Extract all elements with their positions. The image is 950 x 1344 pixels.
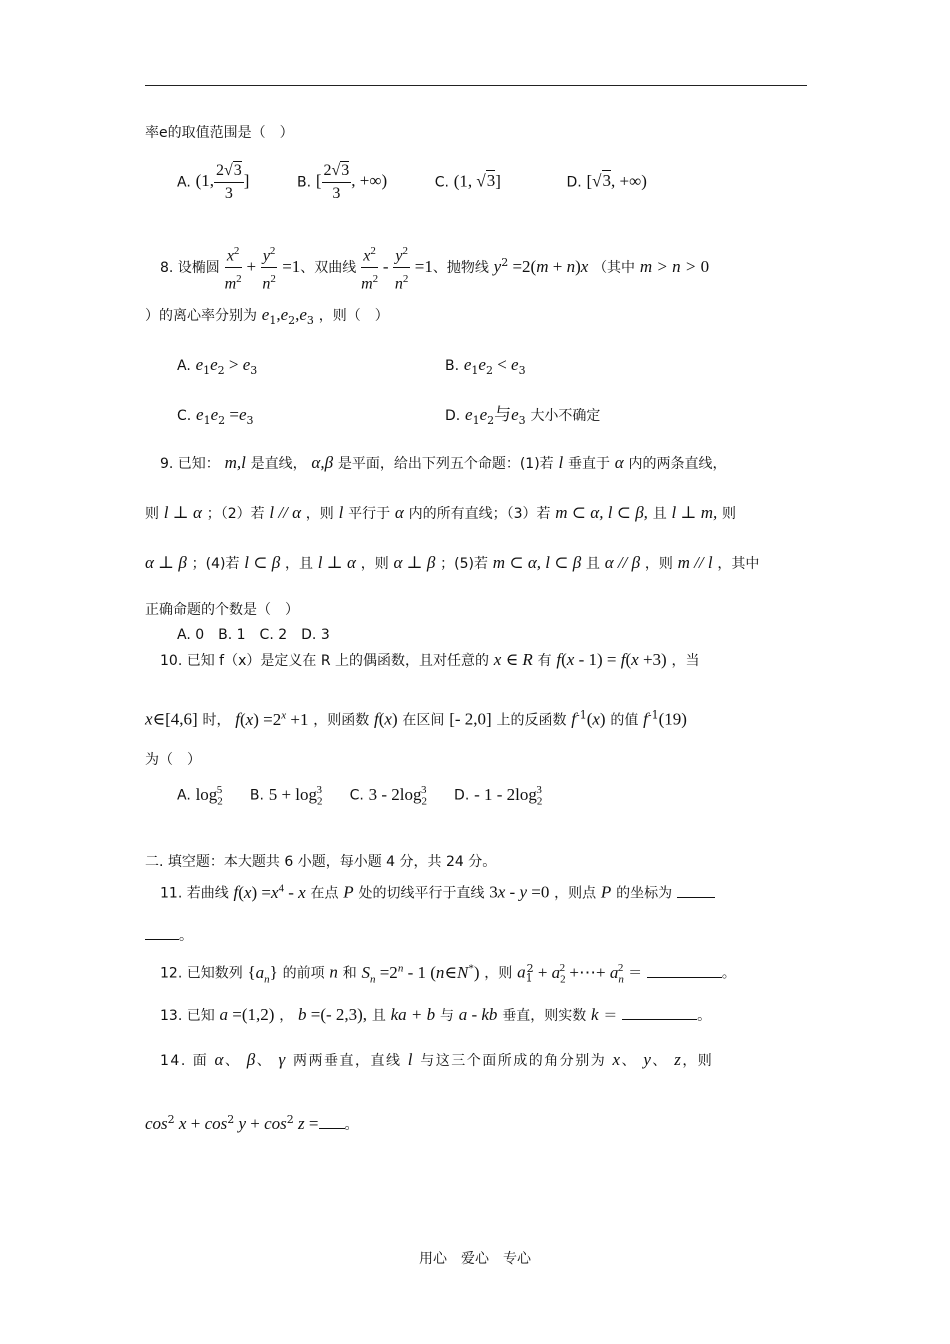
q7-option-a-label: A. bbox=[177, 174, 191, 191]
q13-answer-blank bbox=[622, 1005, 697, 1020]
page-footer: 用心 爱心 专心 bbox=[419, 1251, 531, 1267]
q7-option-b: [ $\frac{2√3}{3}$ , +∞) bbox=[315, 162, 388, 202]
q14-line1: 14. 面 α、 β、 γ 两两垂直，直线 l 与这三个面所成的角分别为 x、 y、 z，则 bbox=[160, 1050, 714, 1069]
q9-options: A. 0 B. 1 C. 2 D. 3 bbox=[177, 627, 330, 643]
q12-answer-blank bbox=[647, 963, 722, 978]
q8-option-a: A. $e_1e_2 > e_3$ bbox=[177, 355, 258, 377]
q13: 13. 已知 a =(1,2) ， b =(- 2,3), 且 ka + b 与 a - kb 垂直，则实数 k ＝ 。 bbox=[160, 1005, 712, 1024]
section-2-title: 二. 填空题：本大题共 6 小题，每小题 4 分，共 24 分。 bbox=[145, 854, 497, 870]
q7-option-a: (1, $\frac{2√3}{3}$ ] bbox=[195, 162, 250, 202]
q8-line2: ）的离心率分别为 $e_1,e_2,e_3$ ，则（ ） bbox=[145, 305, 389, 327]
q7-option-b-label: B. bbox=[297, 174, 312, 191]
q10-options: A. $\log_2^5 B$. $5 + \log_2^3 C$. $3 - 2\log_2^3$ D. - $1 - 2\log_2^3$ bbox=[177, 784, 543, 808]
q8-option-d: D. $e_1e_2$与$e_3$ 大小不确定 bbox=[445, 405, 601, 427]
q8-line1: 8. 设椭圆 $\frac{x^2}{m^2}$ + $\frac{y^2}{n^2}$ =1、双曲线 $\frac{x^2}{m^2}$ - $\frac{y^2}{n^2}$ =1、抛物线 $y^2 =2(m + n)x$ （其中 m > n > 0 bbox=[160, 240, 709, 296]
q14-line2: $\cos^2 x + \cos^2 y + \cos^2 z$ = 。 bbox=[145, 1113, 359, 1133]
q11-answer-blank bbox=[677, 883, 715, 898]
q9-line3: α ⊥ β ；(4)若 l ⊂ β ，且 l ⊥ α ，则 α ⊥ β ；(5)若 m ⊂ α, l ⊂ β 且 α // β ，则 m // l ，其中 bbox=[145, 553, 760, 572]
q10-line1: 10. 已知 f（x）是定义在 R 上的偶函数，且对任意的 x ∈ R 有 f(x - 1) = f(x +3) ，当 bbox=[160, 650, 700, 669]
q7-options bbox=[177, 160, 647, 205]
header-rule bbox=[145, 85, 807, 86]
q11-line2: 。 bbox=[145, 925, 193, 946]
q7-option-d-label: D. bbox=[566, 174, 582, 191]
q7-option-c-label: C. bbox=[434, 174, 449, 191]
q10-line2: x∈[4,6] 时， $f(x) =2^x +1$ ，则函数 f(x) 在区间 [- 2,0] 上的反函数 $f^{-1}(x)$ 的值 $f^{-1}(19)$ bbox=[145, 708, 687, 729]
q8-option-b: B. $e_1e_2 < e_3$ bbox=[445, 355, 526, 377]
q7-tail: 率e的取值范围是（ ） bbox=[145, 125, 294, 141]
q10-line3: 为（ ） bbox=[145, 752, 201, 768]
q7-option-c: (1, √3] bbox=[453, 171, 501, 191]
q9-line4: 正确命题的个数是（ ） bbox=[145, 602, 299, 618]
q9-line1: 9. 已知： m,l 是直线， α,β 是平面，给出下列五个命题：(1)若 l 垂直于 α 内的两条直线， bbox=[160, 453, 727, 472]
q12: 12. 已知数列 $\{a_n\}$ 的前项 n 和 $S_n =2^n - 1$ (n∈N*) ，则 $a_1^2 + a_2^2$ +⋯+ $a_n^2$ ＝ 。 bbox=[160, 961, 736, 986]
q14-answer-blank bbox=[319, 1118, 345, 1129]
q7-option-d: [√3, +∞) bbox=[586, 171, 647, 191]
q8-option-c: C. $e_1e_2 =e_3$ bbox=[177, 405, 254, 427]
q9-line2: 则 l ⊥ α ；（2）若 l // α ，则 l 平行于 α 内的所有直线；（3）若 m ⊂ α, l ⊂ β, 且 l ⊥ m, 则 bbox=[145, 503, 737, 522]
q11-line1: 11. 若曲线 $f(x) =x^4 - x$ 在点 P 处的切线平行于直线 3x - y =0 ，则点 P 的坐标为 bbox=[160, 878, 715, 904]
